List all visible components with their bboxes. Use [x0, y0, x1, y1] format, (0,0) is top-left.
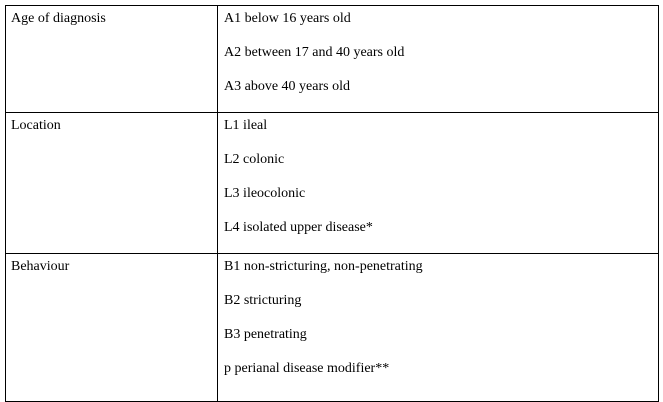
row-label-location: Location	[6, 113, 218, 254]
row-values-location	[218, 113, 659, 254]
row-values-behaviour	[218, 254, 659, 402]
row-values-age-of-diagnosis	[218, 6, 659, 113]
value-b2: B2 stricturing	[224, 293, 302, 308]
table-row-location	[6, 113, 659, 254]
value-a1: A1 below 16 years old	[224, 11, 351, 26]
classification-table	[5, 5, 659, 402]
value-p: p perianal disease modifier**	[224, 361, 390, 376]
value-b3: B3 penetrating	[224, 327, 307, 342]
row-label-behaviour: Behaviour	[6, 254, 218, 402]
row-label-age-of-diagnosis: Age of diagnosis	[6, 6, 218, 113]
value-l2: L2 colonic	[224, 152, 285, 167]
table-row-age-of-diagnosis	[6, 6, 659, 113]
value-l1: L1 ileal	[224, 118, 268, 133]
value-a2: A2 between 17 and 40 years old	[224, 45, 405, 60]
table-row-behaviour	[6, 254, 659, 402]
value-b1: B1 non-stricturing, non-penetrating	[224, 259, 423, 274]
value-l3: L3 ileocolonic	[224, 186, 306, 201]
value-a3: A3 above 40 years old	[224, 79, 350, 94]
value-l4: L4 isolated upper disease*	[224, 220, 373, 235]
